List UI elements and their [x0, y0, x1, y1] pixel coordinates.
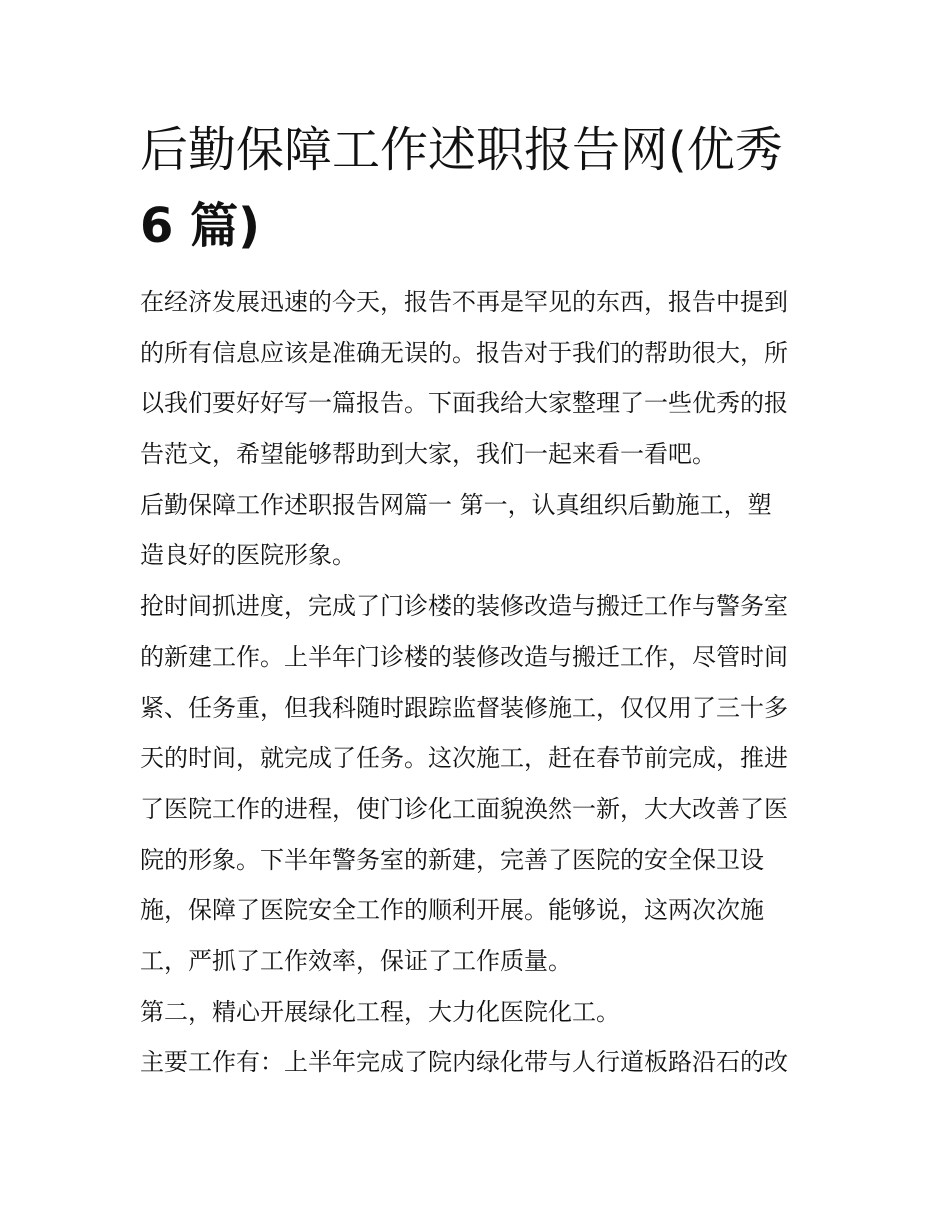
- body-line: 工，严抓了工作效率，保证了工作质量。: [140, 946, 572, 975]
- document-body: [140, 277, 812, 1088]
- body-line: 的所有信息应该是准确无误的。报告对于我们的帮助很大，所: [140, 338, 788, 367]
- body-line: 抢时间抓进度，完成了门诊楼的装修改造与搬迁工作与警务室: [140, 592, 788, 621]
- body-line: 以我们要好好写一篇报告。下面我给大家整理了一些优秀的报: [140, 389, 788, 418]
- body-line: 的新建工作。上半年门诊楼的装修改造与搬迁工作，尽管时间: [140, 642, 788, 671]
- body-line: 告范文，希望能够帮助到大家，我们一起来看一看吧。: [140, 440, 716, 469]
- body-line: 院的形象。下半年警务室的新建，完善了医院的安全保卫设: [140, 845, 764, 874]
- body-line: 施，保障了医院安全工作的顺利开展。能够说，这两次次施: [140, 896, 764, 925]
- body-line: 紧、任务重，但我科随时跟踪监督装修施工，仅仅用了三十多: [140, 693, 788, 722]
- body-line: 天的时间，就完成了任务。这次施工，赶在春节前完成，推进: [140, 744, 788, 773]
- body-line: 第二，精心开展绿化工程，大力化医院化工。: [140, 997, 620, 1026]
- body-line: 后勤保障工作述职报告网篇一 第一，认真组织后勤施工，塑: [140, 490, 772, 519]
- body-line: 造良好的医院形象。: [140, 541, 356, 570]
- body-line: 主要工作有：上半年完成了院内绿化带与人行道板路沿石的改: [140, 1048, 788, 1077]
- document-title: [140, 112, 812, 264]
- body-line: 在经济发展迅速的今天，报告不再是罕见的东西，报告中提到: [140, 288, 788, 316]
- body-line: 了医院工作的进程，使门诊化工面貌涣然一新，大大改善了医: [140, 794, 788, 823]
- title-line-1: 后勤保障工作述职报告网(优秀: [140, 122, 783, 178]
- title-line-2: 6 篇): [140, 198, 261, 254]
